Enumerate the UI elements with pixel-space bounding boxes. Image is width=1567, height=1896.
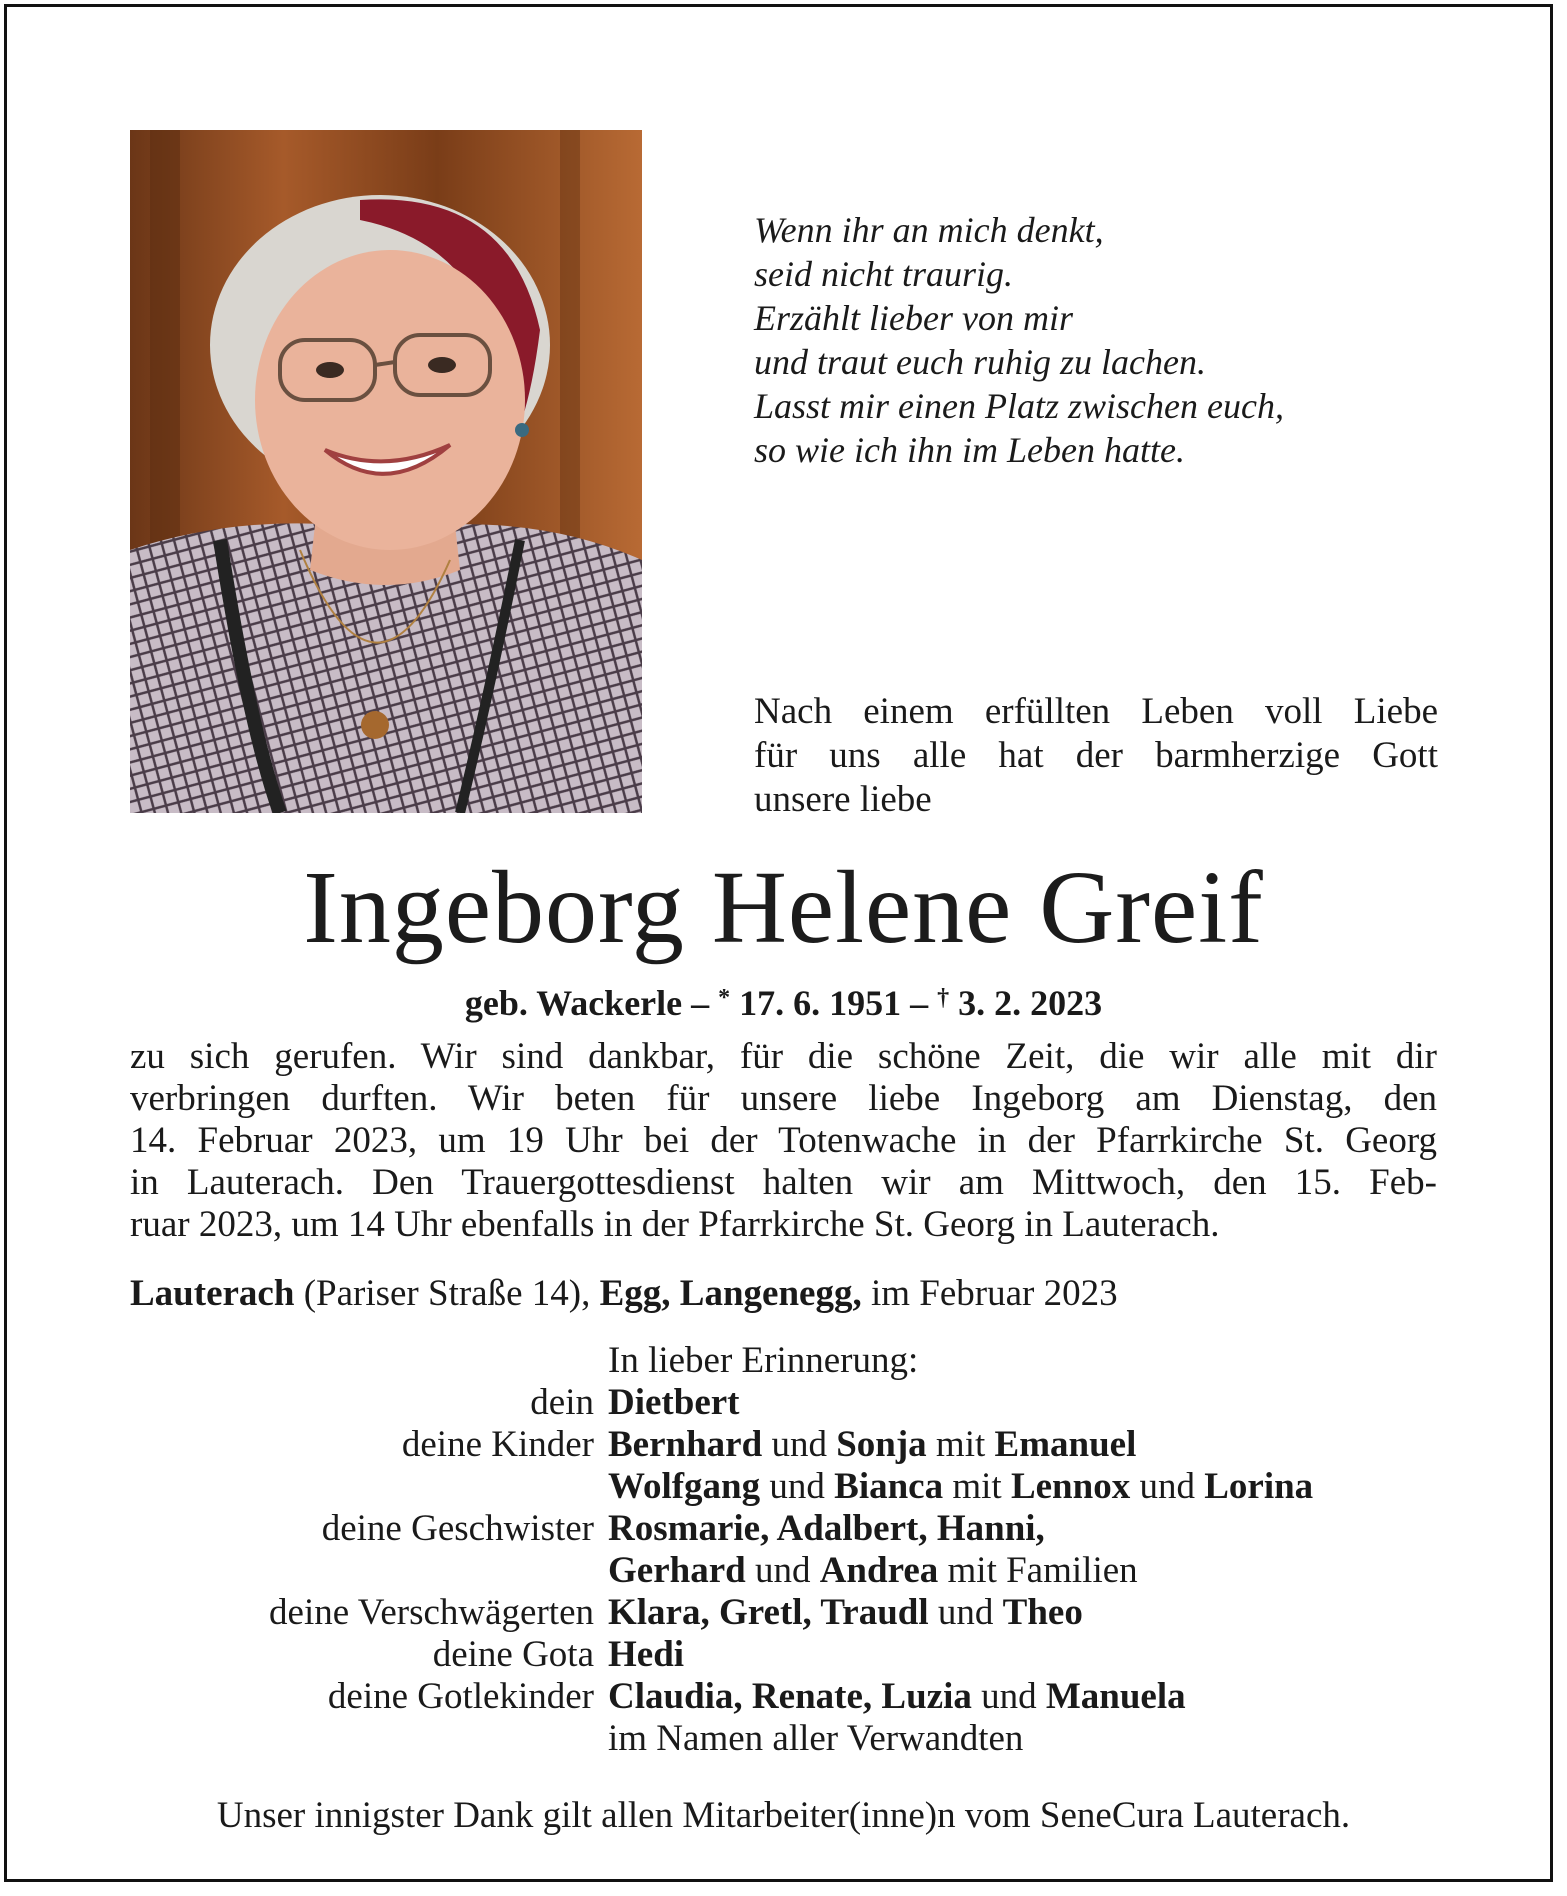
connector-text: mit: [926, 1424, 995, 1465]
birth-date: 17. 6. 1951: [730, 983, 902, 1023]
place-date-line: [130, 1272, 1437, 1316]
poem: [754, 208, 1454, 472]
poem-line: Wenn ihr an mich denkt,: [754, 210, 1104, 250]
mourner-names: [608, 1634, 1450, 1676]
mourner-name: Claudia, Renate, Luzia: [608, 1676, 972, 1717]
separator: –: [682, 983, 719, 1023]
poem-line: so wie ich ihn im Leben hatte.: [754, 430, 1185, 470]
poem-line: Erzählt lieber von mir: [754, 298, 1073, 338]
mourner-row: [130, 1592, 1450, 1634]
mourner-relation: deine Verschwägerten: [269, 1592, 594, 1633]
mourner-name: Emanuel: [994, 1424, 1137, 1465]
mourner-name: Wolfgang: [608, 1466, 761, 1507]
death-symbol: †: [937, 985, 950, 1011]
mourner-names: [608, 1466, 1450, 1508]
mourner-names: [608, 1718, 1450, 1760]
mourner-name: Bernhard: [608, 1424, 763, 1465]
intro-line: Nach einem erfüllten Leben voll Liebe: [754, 691, 1438, 732]
birth-symbol: *: [718, 985, 731, 1011]
mourner-relation: deine Gotlekinder: [327, 1676, 594, 1717]
poem-line: Lasst mir einen Platz zwischen euch,: [754, 386, 1284, 426]
connector-text: und: [762, 1424, 837, 1465]
mourner-names: [608, 1676, 1450, 1718]
mourner-name: Hedi: [608, 1634, 685, 1675]
connector-text: mit: [943, 1466, 1011, 1507]
mourner-row: [130, 1718, 1450, 1760]
place-town: Lauterach: [130, 1273, 295, 1314]
mourner-relation: deine Geschwister: [321, 1508, 594, 1549]
text-line: ruar 2023, um 14 Uhr ebenfalls in der Pfarrkirche St. Georg in Lauterach.: [130, 1204, 1220, 1245]
announcement-text: [130, 1036, 1437, 1246]
mourner-names: [608, 1508, 1450, 1550]
mourners-list: [130, 1340, 1450, 1760]
connector-text: und: [745, 1550, 820, 1591]
mourner-relation: [130, 1466, 608, 1508]
place-address: (Pariser Straße 14),: [294, 1273, 600, 1314]
mourner-names: [608, 1550, 1450, 1592]
poem-line: und traut euch ruhig zu lachen.: [754, 342, 1206, 382]
mourner-name: Sonja: [836, 1424, 927, 1465]
death-date: 3. 2. 2023: [949, 983, 1103, 1023]
mourner-row: [130, 1424, 1450, 1466]
mourner-name: Gerhard: [608, 1550, 746, 1591]
text-line: 14. Februar 2023, um 19 Uhr bei der Totenwache in der Pfarrkirche St. Georg: [130, 1120, 1437, 1161]
connector-text: im Namen aller Verwandten: [608, 1718, 1024, 1759]
poem-line: seid nicht traurig.: [754, 254, 1013, 294]
deceased-name: Ingeborg Helene Greif: [303, 850, 1264, 965]
mourners-heading: In lieber Erinnerung:: [608, 1340, 919, 1381]
intro-line: für uns alle hat der barmherzige Gott: [754, 735, 1438, 776]
intro-line: unsere liebe: [754, 779, 932, 820]
mourner-relation: [130, 1550, 608, 1592]
mourner-name: Andrea: [819, 1550, 939, 1591]
thanks-line: Unser innigster Dank gilt allen Mitarbeiter(inne)n vom SeneCura Lauterach.: [216, 1795, 1351, 1836]
mourner-row: [130, 1550, 1450, 1592]
mourner-names: [608, 1382, 1450, 1424]
mourner-row: [130, 1382, 1450, 1424]
mourner-names: [608, 1592, 1450, 1634]
mourner-row: [130, 1466, 1450, 1508]
mourner-row: [130, 1634, 1450, 1676]
life-dates: [0, 976, 1567, 1025]
mourner-name: Dietbert: [608, 1382, 740, 1423]
text-line: zu sich gerufen. Wir sind dankbar, für die schöne Zeit, die wir alle mit dir: [130, 1036, 1437, 1077]
mourner-name: Lennox: [1010, 1466, 1131, 1507]
mourner-row: [130, 1508, 1450, 1550]
mourner-relation: deine Kinder: [401, 1424, 594, 1465]
connector-text: und: [928, 1592, 1003, 1633]
connector-text: und: [760, 1466, 835, 1507]
intro-text: [754, 690, 1438, 822]
mourner-relation: deine Gota: [432, 1634, 594, 1675]
connector-text: mit Familien: [938, 1550, 1138, 1591]
mourner-relation: dein: [530, 1382, 594, 1423]
connector-text: und: [1130, 1466, 1205, 1507]
portrait-photo: [130, 130, 642, 813]
mourner-name: Rosmarie, Adalbert, Hanni,: [608, 1508, 1045, 1549]
mourner-name: Manuela: [1045, 1676, 1186, 1717]
mourner-name: Lorina: [1204, 1466, 1314, 1507]
place-towns: Egg, Langenegg,: [599, 1273, 862, 1314]
maiden-name: geb. Wackerle: [464, 983, 683, 1023]
connector-text: und: [971, 1676, 1046, 1717]
place-date: im Februar 2023: [861, 1273, 1118, 1314]
text-line: in Lauterach. Den Trauergottesdienst halten wir am Mittwoch, den 15. Feb-: [130, 1162, 1437, 1203]
text-line: verbringen durften. Wir beten für unsere liebe Ingeborg am Dienstag, den: [130, 1078, 1437, 1119]
mourner-name: Theo: [1002, 1592, 1083, 1633]
mourner-name: Bianca: [834, 1466, 944, 1507]
separator: –: [901, 983, 938, 1023]
mourner-name: Klara, Gretl, Traudl: [608, 1592, 929, 1633]
mourner-row: [130, 1676, 1450, 1718]
mourner-relation: [130, 1718, 608, 1760]
mourner-names: [608, 1424, 1450, 1466]
